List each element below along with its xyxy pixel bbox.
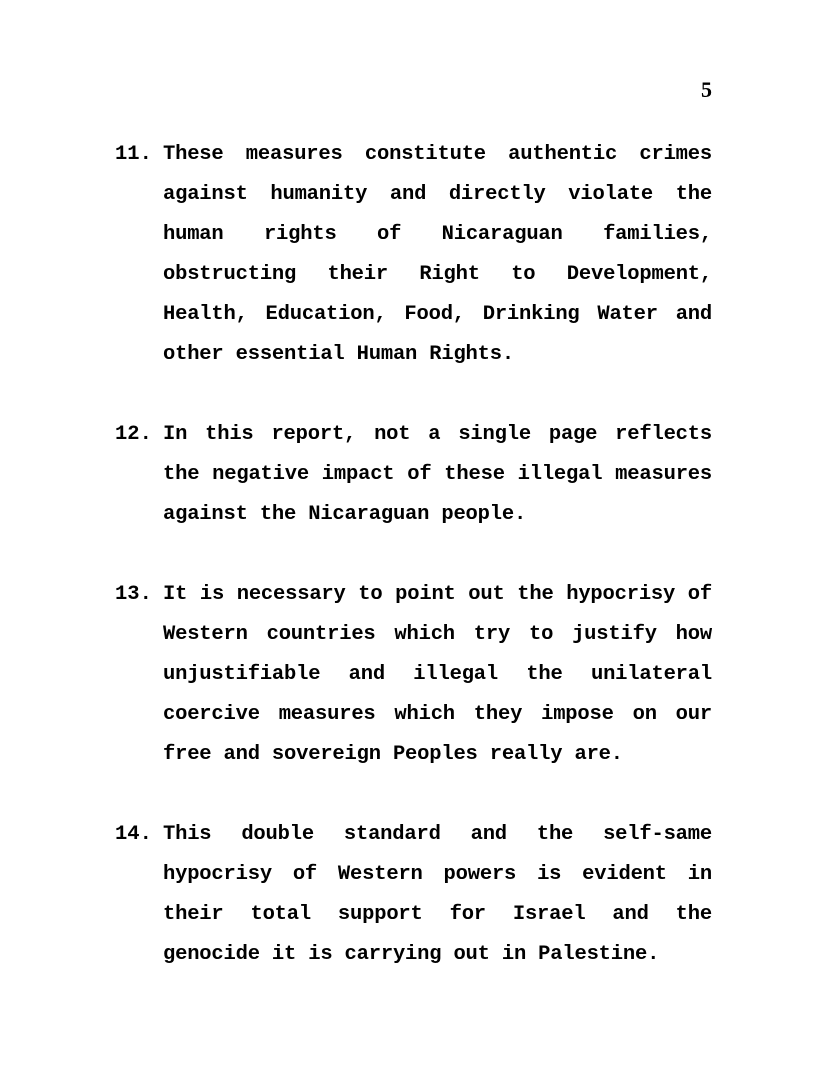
paragraph-item-14 <box>115 815 712 975</box>
paragraph-number: 14. <box>115 823 152 846</box>
paragraph-text: In this report, not a single page reflects the negative impact of these illegal measures against the Nicaraguan people. <box>163 423 712 526</box>
paragraph-text: This double standard and the self-same hypocrisy of Western powers is evident in their total support for Israel and the genocide it is carrying out in Palestine. <box>163 823 712 966</box>
paragraph-text: These measures constitute authentic crimes against humanity and directly violate the human rights of Nicaraguan families, obstructing their Right to Development, Health, Education, Food, Drinking Water and other essential Human Rights. <box>163 143 712 366</box>
page-number: 5 <box>701 77 712 102</box>
numbered-paragraph-list <box>115 135 712 1015</box>
paragraph-number: 12. <box>115 423 152 446</box>
paragraph-item-12 <box>115 415 712 535</box>
paragraph-number: 13. <box>115 583 152 606</box>
paragraph-text: It is necessary to point out the hypocrisy of Western countries which try to justify how unjustifiable and illegal the unilateral coercive measures which they impose on our free and sovereign Peoples really are. <box>163 583 712 766</box>
paragraph-item-13 <box>115 575 712 775</box>
paragraph-number: 11. <box>115 143 152 166</box>
paragraph-item-11 <box>115 135 712 375</box>
